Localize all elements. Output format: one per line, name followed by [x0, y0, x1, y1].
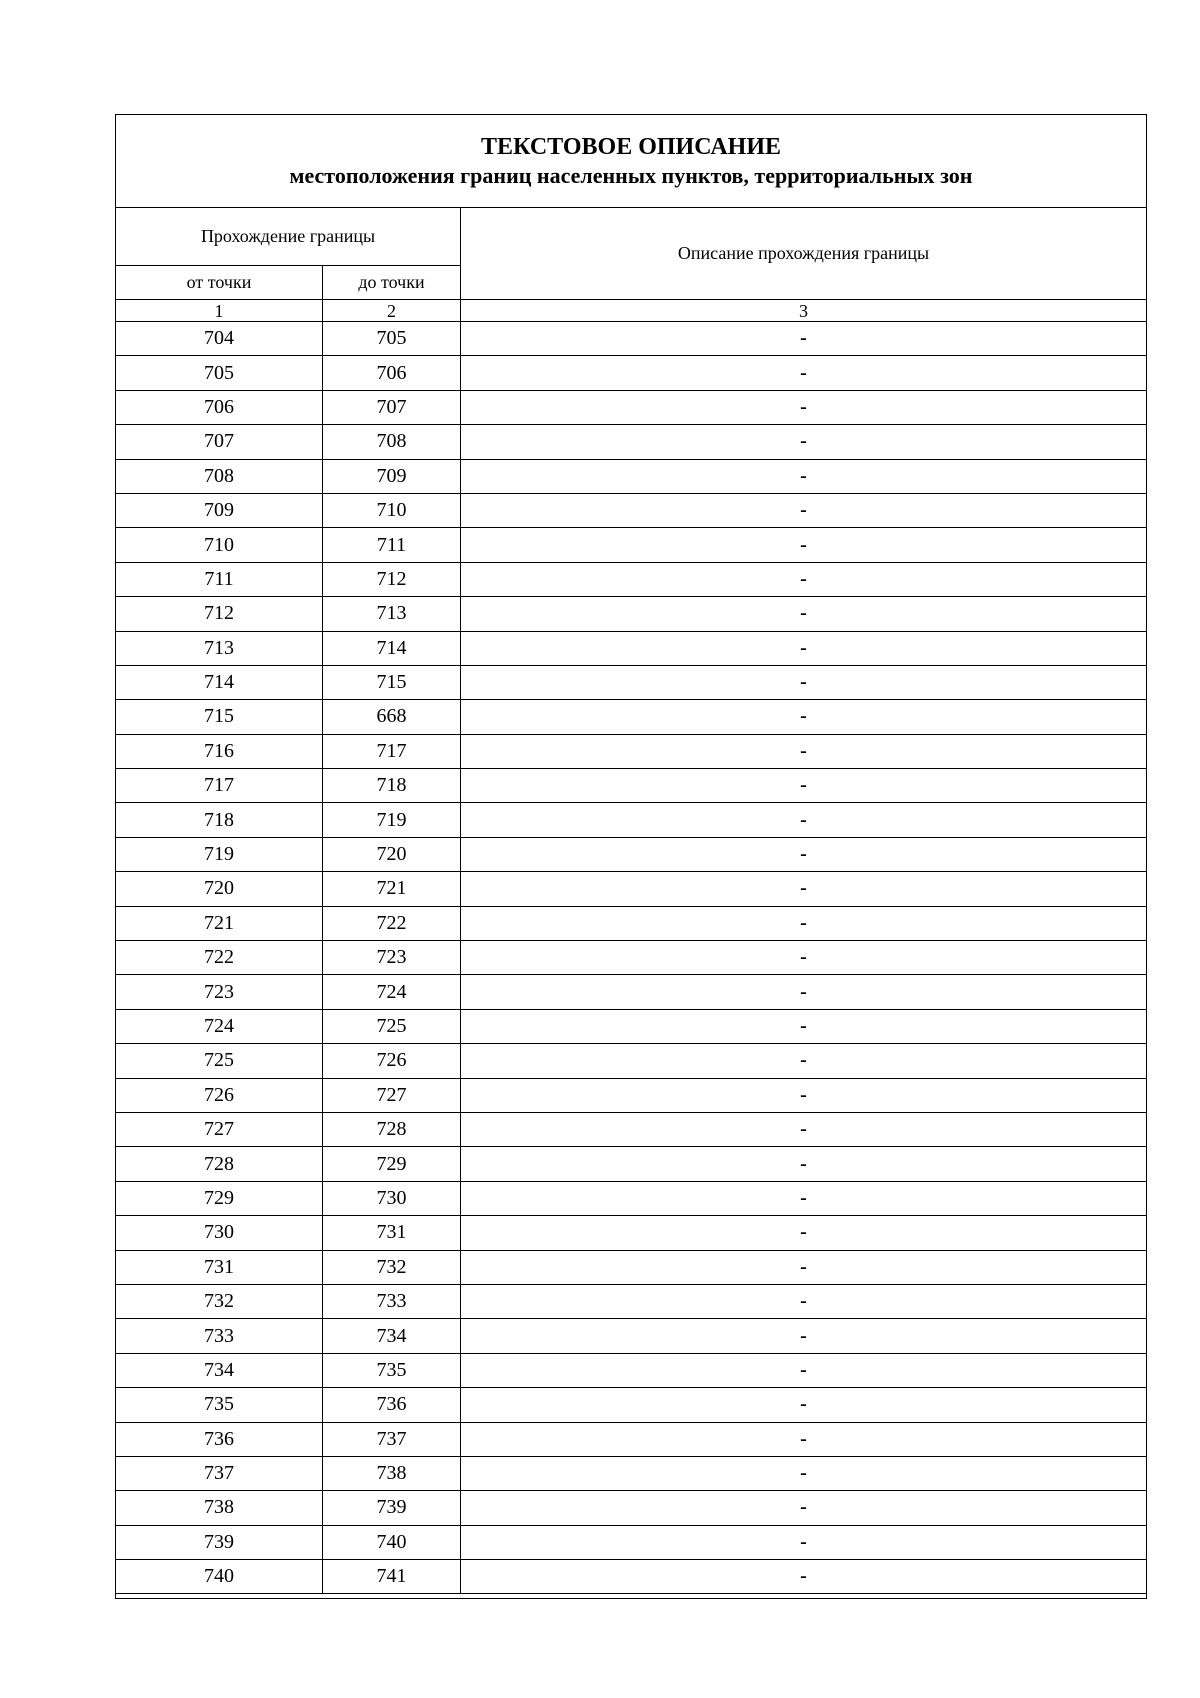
cell-description: -: [461, 1422, 1147, 1456]
cell-from-point: 707: [116, 425, 323, 459]
table-row: [116, 1525, 1147, 1559]
cell-to-point: 705: [323, 322, 461, 356]
table-row: [116, 390, 1147, 424]
cell-to-point: 723: [323, 941, 461, 975]
cell-description: -: [461, 1009, 1147, 1043]
cell-from-point: 719: [116, 837, 323, 871]
table-row: [116, 1216, 1147, 1250]
cell-to-point: 741: [323, 1560, 461, 1594]
table-row: [116, 975, 1147, 1009]
cell-to-point: 735: [323, 1353, 461, 1387]
cell-to-point: 725: [323, 1009, 461, 1043]
cell-from-point: 732: [116, 1284, 323, 1318]
cell-to-point: 737: [323, 1422, 461, 1456]
cell-from-point: 736: [116, 1422, 323, 1456]
cell-from-point: 705: [116, 356, 323, 390]
cell-from-point: 738: [116, 1491, 323, 1525]
cell-to-point: 738: [323, 1456, 461, 1490]
table-row: [116, 631, 1147, 665]
document-subtitle: местоположения границ населенных пунктов, территориальных зон: [289, 163, 973, 189]
table-row: [116, 1353, 1147, 1387]
cell-description: -: [461, 1216, 1147, 1250]
cell-description: -: [461, 906, 1147, 940]
table-row: [116, 1491, 1147, 1525]
cell-to-point: 713: [323, 597, 461, 631]
cell-description: -: [461, 1181, 1147, 1215]
table-row: [116, 1009, 1147, 1043]
cell-from-point: 714: [116, 665, 323, 699]
table-foot: [116, 1594, 1147, 1599]
cell-from-point: 710: [116, 528, 323, 562]
table-bottom-rule: [116, 1594, 1147, 1599]
cell-to-point: 729: [323, 1147, 461, 1181]
cell-description: -: [461, 803, 1147, 837]
cell-description: -: [461, 872, 1147, 906]
cell-from-point: 717: [116, 769, 323, 803]
table-row: [116, 803, 1147, 837]
cell-from-point: 733: [116, 1319, 323, 1353]
cell-to-point: 719: [323, 803, 461, 837]
cell-to-point: 714: [323, 631, 461, 665]
cell-description: -: [461, 665, 1147, 699]
cell-description: -: [461, 597, 1147, 631]
cell-to-point: 707: [323, 390, 461, 424]
cell-description: -: [461, 837, 1147, 871]
cell-to-point: 710: [323, 493, 461, 527]
title-row: [116, 115, 1147, 208]
table-row: [116, 1147, 1147, 1181]
cell-to-point: 740: [323, 1525, 461, 1559]
cell-from-point: 718: [116, 803, 323, 837]
cell-from-point: 739: [116, 1525, 323, 1559]
table-row: [116, 941, 1147, 975]
cell-to-point: 739: [323, 1491, 461, 1525]
cell-from-point: 737: [116, 1456, 323, 1490]
table-row: [116, 597, 1147, 631]
cell-from-point: 715: [116, 700, 323, 734]
cell-description: -: [461, 975, 1147, 1009]
cell-to-point: 726: [323, 1044, 461, 1078]
cell-from-point: 712: [116, 597, 323, 631]
cell-from-point: 713: [116, 631, 323, 665]
cell-to-point: 736: [323, 1388, 461, 1422]
cell-to-point: 711: [323, 528, 461, 562]
cell-from-point: 726: [116, 1078, 323, 1112]
cell-description: -: [461, 941, 1147, 975]
cell-from-point: 708: [116, 459, 323, 493]
table-row: [116, 1250, 1147, 1284]
cell-description: -: [461, 1353, 1147, 1387]
cell-description: -: [461, 1284, 1147, 1318]
cell-description: -: [461, 1319, 1147, 1353]
table-row: [116, 1044, 1147, 1078]
cell-to-point: 668: [323, 700, 461, 734]
cell-to-point: 715: [323, 665, 461, 699]
cell-from-point: 722: [116, 941, 323, 975]
table-row: [116, 1284, 1147, 1318]
cell-description: -: [461, 1147, 1147, 1181]
cell-to-point: 734: [323, 1319, 461, 1353]
table-row: [116, 1078, 1147, 1112]
column-number-3: 3: [461, 300, 1147, 322]
cell-to-point: 730: [323, 1181, 461, 1215]
cell-description: -: [461, 631, 1147, 665]
cell-description: -: [461, 1044, 1147, 1078]
bottom-rule-cell: [116, 1594, 1147, 1599]
cell-description: -: [461, 1388, 1147, 1422]
table-row: [116, 665, 1147, 699]
cell-from-point: 731: [116, 1250, 323, 1284]
cell-description: -: [461, 1525, 1147, 1559]
table-row: [116, 700, 1147, 734]
cell-description: -: [461, 1250, 1147, 1284]
table-row: [116, 1422, 1147, 1456]
table-row: [116, 528, 1147, 562]
cell-to-point: 724: [323, 975, 461, 1009]
table-row: [116, 1181, 1147, 1215]
cell-from-point: 706: [116, 390, 323, 424]
cell-from-point: 724: [116, 1009, 323, 1043]
cell-description: -: [461, 734, 1147, 768]
table-row: [116, 837, 1147, 871]
cell-to-point: 731: [323, 1216, 461, 1250]
cell-description: -: [461, 1456, 1147, 1490]
cell-to-point: 721: [323, 872, 461, 906]
cell-description: -: [461, 1560, 1147, 1594]
cell-to-point: 728: [323, 1112, 461, 1146]
cell-description: -: [461, 356, 1147, 390]
cell-to-point: 712: [323, 562, 461, 596]
table-row: [116, 734, 1147, 768]
table-row: [116, 459, 1147, 493]
cell-from-point: 720: [116, 872, 323, 906]
cell-from-point: 723: [116, 975, 323, 1009]
cell-from-point: 704: [116, 322, 323, 356]
cell-from-point: 727: [116, 1112, 323, 1146]
column-number-1: 1: [116, 300, 323, 322]
table-row: [116, 872, 1147, 906]
column-number-row: [116, 300, 1147, 322]
cell-from-point: 725: [116, 1044, 323, 1078]
table-row: [116, 562, 1147, 596]
table-row: [116, 769, 1147, 803]
cell-description: -: [461, 1491, 1147, 1525]
cell-description: -: [461, 528, 1147, 562]
cell-to-point: 709: [323, 459, 461, 493]
document-title: ТЕКСТОВОЕ ОПИСАНИЕ: [481, 134, 782, 161]
cell-from-point: 711: [116, 562, 323, 596]
cell-description: -: [461, 562, 1147, 596]
cell-to-point: 732: [323, 1250, 461, 1284]
cell-description: -: [461, 700, 1147, 734]
table-row: [116, 1112, 1147, 1146]
table-row: [116, 1319, 1147, 1353]
cell-description: -: [461, 390, 1147, 424]
cell-to-point: 708: [323, 425, 461, 459]
cell-from-point: 716: [116, 734, 323, 768]
cell-from-point: 729: [116, 1181, 323, 1215]
table-row: [116, 1456, 1147, 1490]
cell-from-point: 709: [116, 493, 323, 527]
table-body: [116, 322, 1147, 1594]
cell-from-point: 740: [116, 1560, 323, 1594]
table-row: [116, 1388, 1147, 1422]
cell-from-point: 735: [116, 1388, 323, 1422]
cell-to-point: 720: [323, 837, 461, 871]
table-row: [116, 425, 1147, 459]
cell-to-point: 722: [323, 906, 461, 940]
cell-description: -: [461, 1112, 1147, 1146]
table-row: [116, 322, 1147, 356]
cell-to-point: 718: [323, 769, 461, 803]
header-description: Описание прохождения границы: [461, 208, 1147, 300]
table-row: [116, 493, 1147, 527]
boundary-description-table: [115, 114, 1147, 1599]
header-from-point: от точки: [116, 266, 323, 300]
cell-to-point: 733: [323, 1284, 461, 1318]
cell-description: -: [461, 493, 1147, 527]
cell-description: -: [461, 769, 1147, 803]
cell-from-point: 730: [116, 1216, 323, 1250]
cell-description: -: [461, 1078, 1147, 1112]
table-head: [116, 115, 1147, 322]
cell-description: -: [461, 425, 1147, 459]
header-to-point: до точки: [323, 266, 461, 300]
column-number-2: 2: [323, 300, 461, 322]
cell-description: -: [461, 322, 1147, 356]
table-row: [116, 906, 1147, 940]
header-boundary-passage: Прохождение границы: [116, 208, 461, 266]
cell-to-point: 727: [323, 1078, 461, 1112]
cell-from-point: 721: [116, 906, 323, 940]
document-title-cell: [116, 115, 1147, 208]
cell-description: -: [461, 459, 1147, 493]
group-header-row: [116, 208, 1147, 266]
table-row: [116, 356, 1147, 390]
cell-to-point: 706: [323, 356, 461, 390]
cell-from-point: 734: [116, 1353, 323, 1387]
table-row: [116, 1560, 1147, 1594]
cell-to-point: 717: [323, 734, 461, 768]
cell-from-point: 728: [116, 1147, 323, 1181]
